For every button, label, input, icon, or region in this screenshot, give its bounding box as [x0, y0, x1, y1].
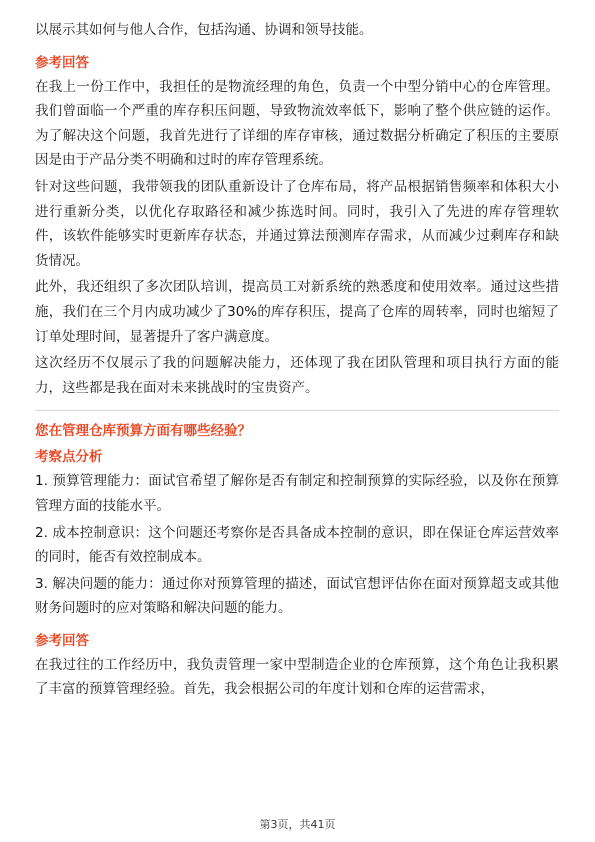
analysis-point-3: 3. 解决问题的能力：通过你对预算管理的描述，面试官想评估你在面对预算超支或其他财务问题时的应对策略和解决问题的能力。 [35, 575, 559, 617]
question2-answer-label: 参考回答 [35, 632, 89, 649]
analysis-point-1: 1. 预算管理能力：面试官希望了解你是否有制定和控制预算的实际经验，以及你在预算管理方面的技能水平。 [35, 473, 559, 514]
section-divider [35, 410, 559, 411]
question2-answer-paragraph: 在我过往的工作经历中，我负责管理一家中型制造企业的仓库预算，这个角色让我积累了丰富的预算管理经验。首先，我会根据公司的年度计划和仓库的运营需求， [35, 656, 559, 698]
page-content [35, 18, 559, 702]
top-paragraph: 以展示其如何与他人合作，包括沟通、协调和领导技能。 [35, 22, 373, 38]
answer1-label: 参考回答 [35, 54, 89, 71]
answer1-paragraph-4: 这次经历不仅展示了我的问题解决能力，还体现了我在团队管理和项目执行方面的能力，这些都是我在面对未来挑战时的宝贵资产。 [35, 355, 559, 396]
answer1-paragraph-3: 此外，我还组织了多次团队培训，提高员工对新系统的熟悉度和使用效率。通过这些措施，我们在三个月内成功减少了30%的库存积压，提高了仓库的周转率，同时也缩短了订单处理时间，显著提升了客户满意度。 [35, 279, 559, 345]
question2-analysis-label: 考察点分析 [35, 449, 103, 466]
page-footer: 第3页，共41页 [259, 818, 336, 831]
answer1-paragraph-2: 针对这些问题，我带领我的团队重新设计了仓库布局，将产品根据销售频率和体积大小进行重新分类，以优化存取路径和减少拣选时间。同时，我引入了先进的库存管理软件，该软件能够实时更新库存状态，并通过算法预测库存需求，从而减少过剩库存和缺货情况。 [35, 178, 559, 269]
question2-title: 您在管理仓库预算方面有哪些经验？ [35, 423, 251, 440]
answer1-paragraph-1: 在我上一份工作中，我担任的是物流经理的角色，负责一个中型分销中心的仓库管理。我们曾面临一个严重的库存积压问题，导致物流效率低下，影响了整个供应链的运作。为了解决这个问题，我首先进行了详细的库存审核，通过数据分析确定了积压的主要原因是由于产品分类不明确和过时的库存管理系统。 [35, 78, 559, 169]
analysis-point-2: 2. 成本控制意识：这个问题还考察你是否具备成本控制的意识，即在保证仓库运营效率的同时，能否有效控制成本。 [35, 524, 559, 566]
